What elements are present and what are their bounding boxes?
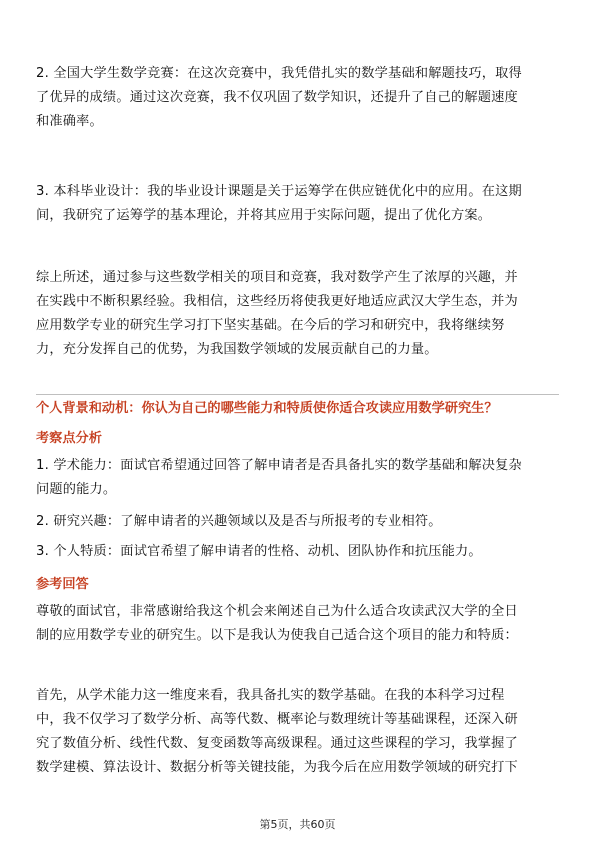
text-line: 2. 研究兴趣：了解申请者的兴趣领域以及是否与所报考的专业相符。	[36, 514, 442, 529]
text-line: 3. 本科毕业设计：我的毕业设计课题是关于运筹学在供应链优化中的应用。在这期	[36, 184, 522, 199]
text-line: 数学建模、算法设计、数据分析等关键技能，为我今后在应用数学领域的研究打下	[36, 760, 518, 775]
text-line: 了优异的成绩。通过这次竞赛，我不仅巩固了数学知识，还提升了自己的解题速度	[36, 90, 518, 105]
section-divider	[36, 394, 559, 395]
question-heading: 个人背景和动机：你认为自己的哪些能力和特质使你适合攻读应用数学研究生？	[36, 401, 498, 416]
paragraph-competition	[36, 62, 559, 134]
paragraph-graduation-design	[36, 180, 559, 228]
text-line: 综上所述，通过参与这些数学相关的项目和竞赛，我对数学产生了浓厚的兴趣，并	[36, 270, 518, 285]
text-line: 和准确率。	[36, 114, 103, 129]
analysis-title: 考察点分析	[36, 431, 102, 446]
text-line: 制的应用数学专业的研究生。以下是我认为使我自己适合这个项目的能力和特质：	[36, 628, 518, 643]
text-line: 1. 学术能力：面试官希望通过回答了解申请者是否具备扎实的数学基础和解决复杂	[36, 458, 522, 473]
page-number: 第5页，共60页	[259, 818, 336, 831]
analysis-item-3	[36, 540, 559, 564]
text-line: 3. 个人特质：面试官希望了解申请者的性格、动机、团队协作和抗压能力。	[36, 544, 482, 559]
text-line: 应用数学专业的研究生学习打下坚实基础。在今后的学习和研究中，我将继续努	[36, 318, 505, 333]
paragraph-summary	[36, 266, 559, 362]
text-line: 力，充分发挥自己的优势，为我国数学领域的发展贡献自己的力量。	[36, 342, 438, 357]
text-line: 尊敬的面试官，非常感谢给我这个机会来阐述自己为什么适合攻读武汉大学的全日	[36, 604, 518, 619]
answer-paragraph-intro	[36, 600, 559, 648]
text-line: 在实践中不断积累经验。我相信，这些经历将使我更好地适应武汉大学生态，并为	[36, 294, 518, 309]
text-line: 中，我不仅学习了数学分析、高等代数、概率论与数理统计等基础课程，还深入研	[36, 712, 518, 727]
answer-title: 参考回答	[36, 577, 89, 592]
text-line: 间，我研究了运筹学的基本理论，并将其应用于实际问题，提出了优化方案。	[36, 208, 492, 223]
text-line: 究了数值分析、线性代数、复变函数等高级课程。通过这些课程的学习，我掌握了	[36, 736, 518, 751]
text-line: 首先，从学术能力这一维度来看，我具备扎实的数学基础。在我的本科学习过程	[36, 688, 505, 703]
analysis-item-2	[36, 510, 559, 534]
text-line: 问题的能力。	[36, 482, 117, 497]
text-line: 2. 全国大学生数学竞赛：在这次竞赛中，我凭借扎实的数学基础和解题技巧，取得	[36, 66, 522, 81]
analysis-item-1	[36, 454, 559, 502]
answer-paragraph-academic	[36, 684, 559, 780]
